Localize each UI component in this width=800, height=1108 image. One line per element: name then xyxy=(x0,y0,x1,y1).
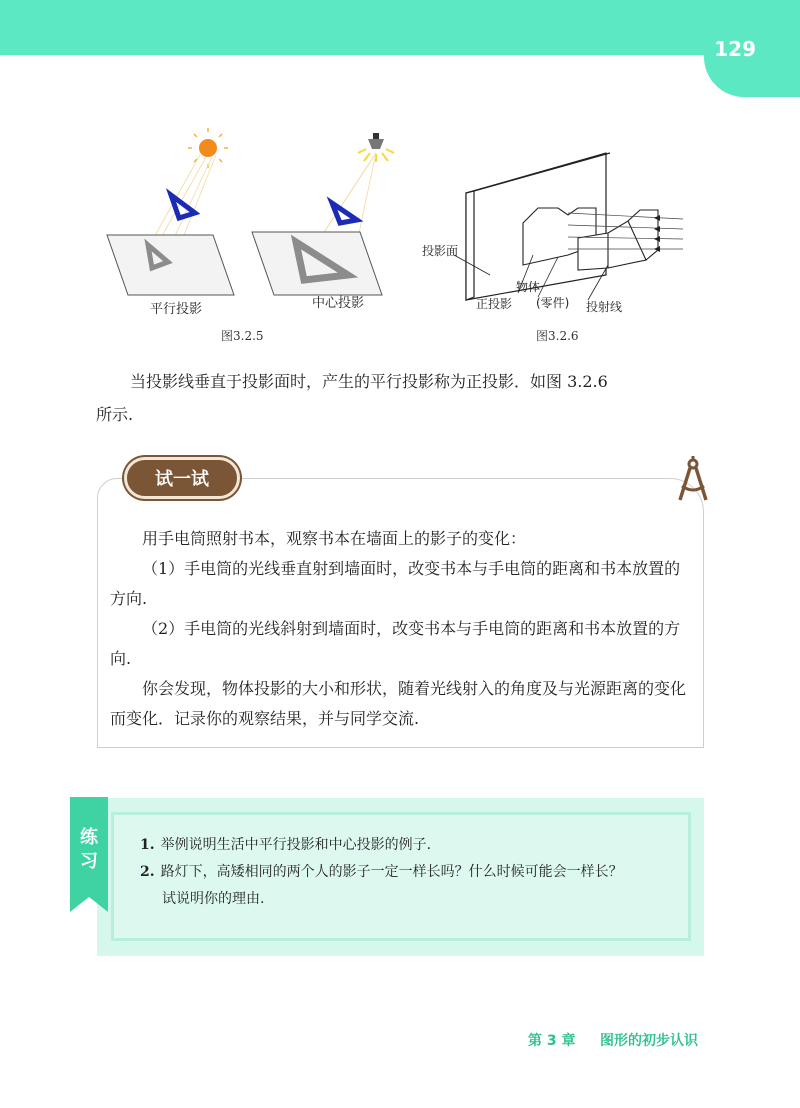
try-it-item-1: （1）手电筒的光线垂直射到墙面时，改变书本与手电筒的距离和书本放置的方向. xyxy=(110,559,681,608)
top-color-band xyxy=(0,0,800,55)
exercise-item-2: 2. 路灯下，高矮相同的两个人的影子一定一样长吗？什么时候可能会一样长？ xyxy=(140,864,623,880)
label-orthographic: 正投影 xyxy=(476,297,513,311)
try-it-title: 试一试 xyxy=(124,457,240,499)
figure-orthographic-projection xyxy=(418,145,708,320)
exercise-title: 练 习 xyxy=(80,827,98,872)
exercise-item-2-continued: 试说明你的理由. xyxy=(162,891,265,907)
label-object: 物体 xyxy=(516,280,541,294)
footer-chapter-title: 图形的初步认识 xyxy=(600,1033,698,1049)
paragraph-line-2: 所示. xyxy=(96,405,134,424)
label-central-projection: 中心投影 xyxy=(312,296,365,311)
label-part: (零件) xyxy=(536,296,570,310)
figure-parallel-central-projection xyxy=(100,125,400,320)
caption-figure-325: 图3.2.5 xyxy=(221,329,264,343)
footer-chapter: 第 3 章 xyxy=(528,1033,576,1049)
try-it-conclusion: 你会发现，物体投影的大小和形状，随着光线射入的角度及与光源距离的变化而变化．记录你的观察结果，并与同学交流. xyxy=(110,679,687,728)
caption-figure-326: 图3.2.6 xyxy=(536,329,579,343)
try-it-intro: 用手电筒照射书本，观察书本在墙面上的影子的变化： xyxy=(142,529,527,548)
paragraph-line-1: 当投影线垂直于投影面时，产生的平行投影称为正投影．如图 3.2.6 xyxy=(130,372,608,391)
page-number: 129 xyxy=(714,37,756,61)
label-projection-plane: 投影面 xyxy=(422,244,459,258)
exercise-item-1: 1. 举例说明生活中平行投影和中心投影的例子. xyxy=(140,837,432,853)
label-parallel-projection: 平行投影 xyxy=(150,302,203,317)
compass-icon xyxy=(676,456,710,504)
label-projection-rays: 投射线 xyxy=(586,300,623,314)
lamp-icon xyxy=(358,133,394,162)
sun-icon xyxy=(188,128,228,168)
try-it-item-2: （2）手电筒的光线斜射到墙面时，改变书本与手电筒的距离和书本放置的方向. xyxy=(110,619,681,668)
